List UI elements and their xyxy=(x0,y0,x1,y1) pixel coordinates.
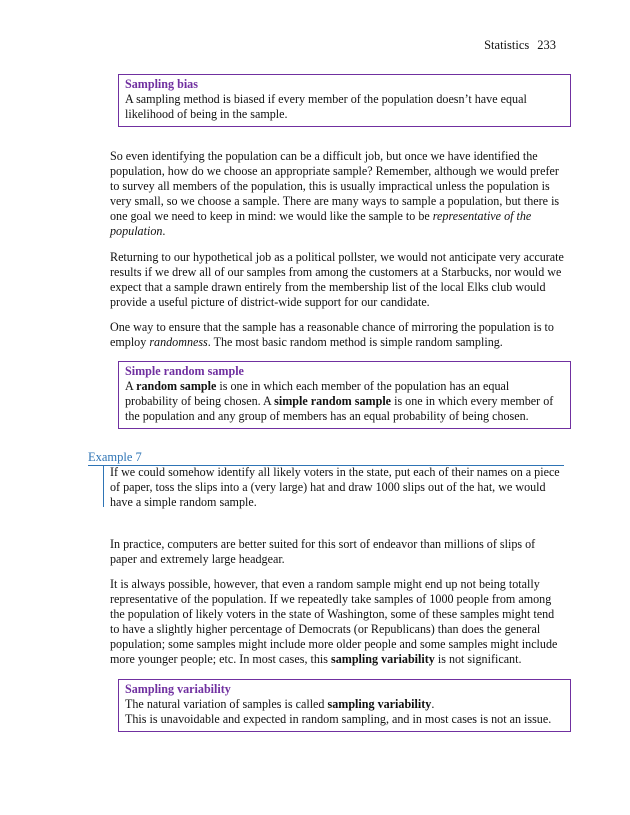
definition-box-simple-random-sample xyxy=(118,361,571,429)
definition-box-sampling-variability xyxy=(118,679,571,732)
example-label: Example 7 xyxy=(88,450,142,464)
definition-box-sampling-bias xyxy=(118,74,571,127)
definition-text: is one in which every member of the population and any group of members has an equal probability of being chosen. xyxy=(125,394,554,423)
paragraph-text-end: is not significant. xyxy=(434,652,522,666)
emphasis-text: representative of the population xyxy=(110,209,532,238)
definition-term: sampling variability xyxy=(327,697,432,711)
paragraph-text: It is always possible, however, that even a random sample might end up not being totally representative of the population. If we repeatedly take samples of 1000 people from among the population of likely voters in the state of Washington, some of these samples might tend to have a slightly higher percentage of Democrats (or Republicans) than does the general population; some samples might include more older people and some samples might include more younger people; etc. In most cases, this xyxy=(110,577,558,666)
example-side-bar xyxy=(103,465,104,507)
definition-text: is one in which each member of the population has an equal probability of being chosen. A xyxy=(125,379,510,408)
paragraph-text: One way to ensure that the sample has a reasonable chance of mirroring the population is to employ xyxy=(110,320,554,349)
definition-text: A xyxy=(125,379,137,393)
header-section: Statistics xyxy=(484,38,530,52)
definition-title: Sampling variability xyxy=(125,682,231,696)
definition-text: The natural variation of samples is called xyxy=(125,697,328,711)
definition-term: simple random sample xyxy=(274,394,392,408)
paragraph-randomness xyxy=(110,320,565,350)
paragraph-choosing-sample xyxy=(110,149,565,239)
paragraph-text-end: . The most basic random method is simple random sampling. xyxy=(207,335,503,349)
definition-title: Sampling bias xyxy=(125,77,198,91)
definition-text: . xyxy=(431,697,435,711)
page-header xyxy=(484,38,556,53)
paragraph-variability xyxy=(110,577,565,667)
bold-term: sampling variability xyxy=(331,652,435,666)
definition-title: Simple random sample xyxy=(125,364,244,378)
paragraph-text: Returning to our hypothetical job as a political pollster, we would not anticipate very accurate results if we drew all of our samples from among the customers at a Starbucks, nor would we expect that a sample drawn entirely from the membership list of the local Elks club would provide a useful picture of district-wide support for our candidate. xyxy=(110,250,564,309)
definition-line-1 xyxy=(125,697,564,712)
definition-term: random sample xyxy=(136,379,217,393)
example-body: If we could somehow identify all likely voters in the state, put each of their names on a piece of paper, toss the slips into a (very large) hat and draw 1000 slips out of the hat, we would have a simple random sample. xyxy=(110,465,560,509)
paragraph-text-end: . xyxy=(162,224,166,238)
definition-line-2: This is unavoidable and expected in random sampling, and in most cases is not an issue. xyxy=(125,712,552,726)
emphasis-text: randomness xyxy=(149,335,208,349)
page-number: 233 xyxy=(537,38,556,52)
paragraph-pollster xyxy=(110,250,565,310)
paragraph-text: So even identifying the population can be a difficult job, but once we have identified the population, how do we choose an appropriate sample? Remember, although we would prefer to survey all members of the population, this is usually impractical unless the population is very small, so we choose a sample. There are many ways to sample a population, but there is one goal we need to keep in mind: we would like the sample to be xyxy=(110,149,560,223)
paragraph-text: In practice, computers are better suited for this sort of endeavor than millions of slips of paper and extremely large headgear. xyxy=(110,537,536,566)
definition-body: A sampling method is biased if every member of the population doesn’t have equal likelihood of being in the sample. xyxy=(125,92,527,121)
paragraph-computers xyxy=(110,537,565,567)
